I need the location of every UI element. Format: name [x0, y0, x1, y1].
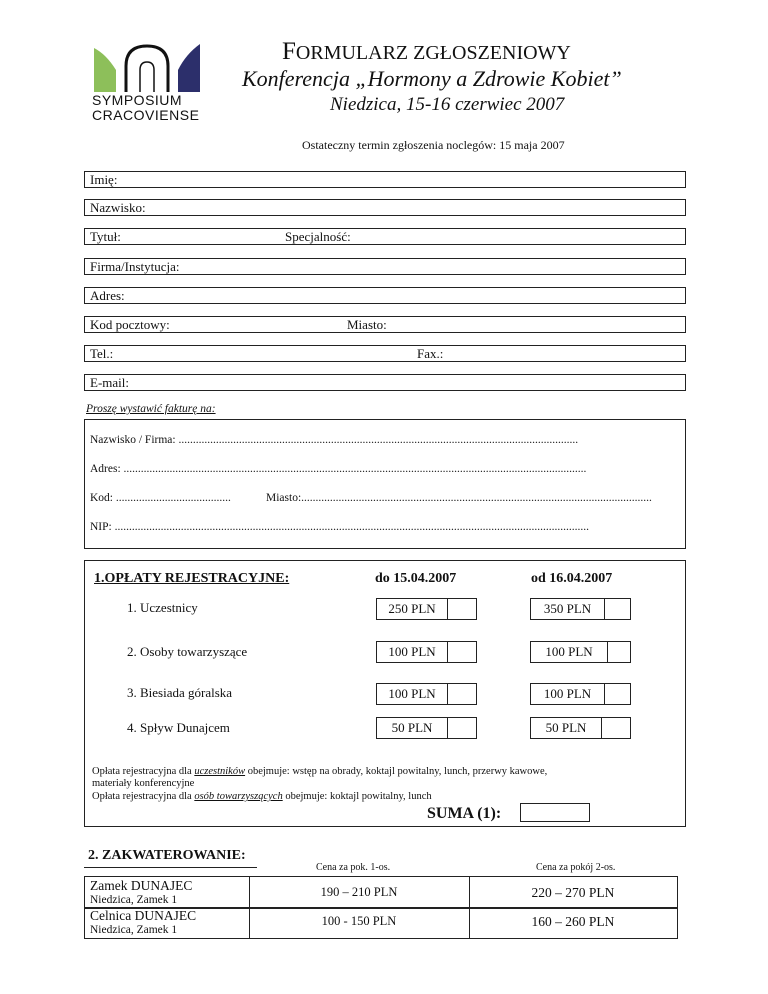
- logo-graphic: [82, 40, 212, 100]
- room-double-header: Cena za pokój 2-os.: [536, 862, 616, 873]
- fee-label: 2. Osoby towarzyszące: [127, 644, 248, 659]
- fee-price-box[interactable]: [376, 598, 477, 620]
- invoice-address-line[interactable]: Adres: .................................................................................................................................................................: [90, 463, 587, 475]
- hotel-address: Niedzica, Zamek 1: [90, 924, 178, 936]
- fees-col2-header: od 16.04.2007: [531, 571, 613, 586]
- note-text: Opłata rejestracyjna dla: [92, 791, 195, 802]
- first-name-label: Imię:: [90, 172, 118, 187]
- last-name-label: Nazwisko:: [90, 200, 146, 215]
- city-label: Miasto:: [347, 317, 387, 332]
- fee-checkbox[interactable]: [607, 641, 608, 663]
- fee-price: 100 PLN: [388, 686, 436, 701]
- page-title: [282, 38, 571, 66]
- note-text: Opłata rejestracyjna dla: [92, 766, 195, 777]
- address-label: Adres:: [90, 288, 125, 303]
- fee-price-box[interactable]: [376, 717, 477, 739]
- suma-input[interactable]: [520, 803, 590, 822]
- fees-note-companions: [92, 791, 682, 803]
- fees-box: [84, 560, 686, 827]
- logo: [82, 40, 212, 125]
- fee-label: 4. Spływ Dunajcem: [127, 720, 230, 735]
- fee-price: 100 PLN: [545, 644, 593, 659]
- phone-label: Tel.:: [90, 346, 114, 361]
- invoice-nip-line[interactable]: NIP: .....................................................................................................................................................................: [90, 521, 589, 533]
- note-emphasis: osób towarzyszących: [194, 791, 283, 802]
- invoice-heading: Proszę wystawić fakturę na:: [86, 403, 216, 415]
- note-text: obejmuje: koktajl powitalny, lunch: [282, 791, 432, 802]
- title-first-letter: F: [282, 38, 296, 65]
- note-text: obejmuje: wstęp na obrady, koktajl powitalny, lunch, przerwy kawowe,: [245, 766, 548, 777]
- place-date: Niedzica, 15-16 czerwiec 2007: [330, 94, 565, 115]
- accommodation-table: [84, 876, 678, 939]
- email-field[interactable]: [84, 374, 686, 391]
- company-field[interactable]: [84, 258, 686, 275]
- fee-price: 350 PLN: [543, 601, 592, 616]
- room-price-double: 220 – 270 PLN: [531, 885, 615, 900]
- room-price-single: 190 – 210 PLN: [320, 885, 398, 899]
- fee-price: 50 PLN: [545, 720, 587, 735]
- fee-checkbox[interactable]: [447, 598, 448, 620]
- last-name-field[interactable]: [84, 199, 686, 216]
- fee-price-box[interactable]: [530, 598, 631, 620]
- fee-checkbox[interactable]: [604, 683, 605, 705]
- fee-price: 100 PLN: [388, 644, 436, 659]
- fee-label: 1. Uczestnicy: [127, 600, 198, 615]
- fee-price: 50 PLN: [391, 720, 433, 735]
- fee-price-box[interactable]: [530, 717, 631, 739]
- fax-label: Fax.:: [417, 346, 444, 361]
- invoice-postal-line[interactable]: Kod: ........................................: [90, 492, 231, 504]
- fees-col1-header: do 15.04.2007: [375, 571, 457, 586]
- company-label: Firma/Instytucja:: [90, 259, 180, 274]
- postal-code-label: Kod pocztowy:: [90, 317, 170, 332]
- postal-city-field[interactable]: [84, 316, 686, 333]
- fees-heading: 1.OPŁATY REJESTRACYJNE:: [94, 571, 290, 586]
- fee-checkbox[interactable]: [601, 717, 602, 739]
- deadline-note: Ostateczny termin zgłoszenia noclegów: 15 maja 2007: [302, 138, 565, 152]
- hotel-name: Celnica DUNAJEC: [90, 908, 197, 923]
- fee-price-box[interactable]: [376, 641, 477, 663]
- fee-checkbox[interactable]: [447, 717, 448, 739]
- email-label: E-mail:: [90, 375, 129, 390]
- fee-checkbox[interactable]: [447, 683, 448, 705]
- accommodation-heading-line: [84, 867, 257, 868]
- fee-price-box[interactable]: [376, 683, 477, 705]
- hotel-address: Niedzica, Zamek 1: [90, 894, 178, 906]
- title-specialty-field[interactable]: [84, 228, 686, 245]
- phone-fax-field[interactable]: [84, 345, 686, 362]
- accommodation-heading: 2. ZAKWATEROWANIE:: [88, 848, 246, 863]
- fee-price: 250 PLN: [388, 601, 436, 616]
- hotel-name: Zamek DUNAJEC: [90, 878, 193, 893]
- specialty-label: Specjalność:: [285, 229, 351, 244]
- fee-price-box[interactable]: [530, 683, 631, 705]
- room-single-header: Cena za pok. 1-os.: [316, 862, 391, 873]
- title-rest: ORMULARZ ZGŁOSZENIOWY: [295, 42, 571, 64]
- room-price-single: 100 - 150 PLN: [321, 914, 397, 928]
- title-label: Tytuł:: [90, 229, 121, 244]
- conference-subtitle: Konferencja „Hormony a Zdrowie Kobiet”: [242, 66, 622, 91]
- fee-label: 3. Biesiada góralska: [127, 685, 233, 700]
- first-name-field[interactable]: [84, 171, 686, 188]
- fee-price: 100 PLN: [543, 686, 592, 701]
- invoice-box: [84, 419, 686, 549]
- fee-checkbox[interactable]: [447, 641, 448, 663]
- note-text: materiały konferencyjne: [92, 778, 195, 789]
- note-emphasis: uczestników: [194, 766, 246, 777]
- invoice-name-line[interactable]: Nazwisko / Firma: ...........................................................................................................................................: [90, 434, 579, 446]
- fees-note-participants: [92, 766, 682, 790]
- suma-label: SUMA (1):: [427, 805, 502, 822]
- room-price-double: 160 – 260 PLN: [531, 914, 615, 929]
- logo-text-1: SYMPOSIUM: [92, 92, 183, 108]
- logo-text-2: CRACOVIENSE: [92, 107, 200, 123]
- invoice-city-line[interactable]: Miasto:..........................................................................................................................: [266, 492, 652, 504]
- fee-price-box[interactable]: [530, 641, 631, 663]
- fee-checkbox[interactable]: [604, 598, 605, 620]
- address-field[interactable]: [84, 287, 686, 304]
